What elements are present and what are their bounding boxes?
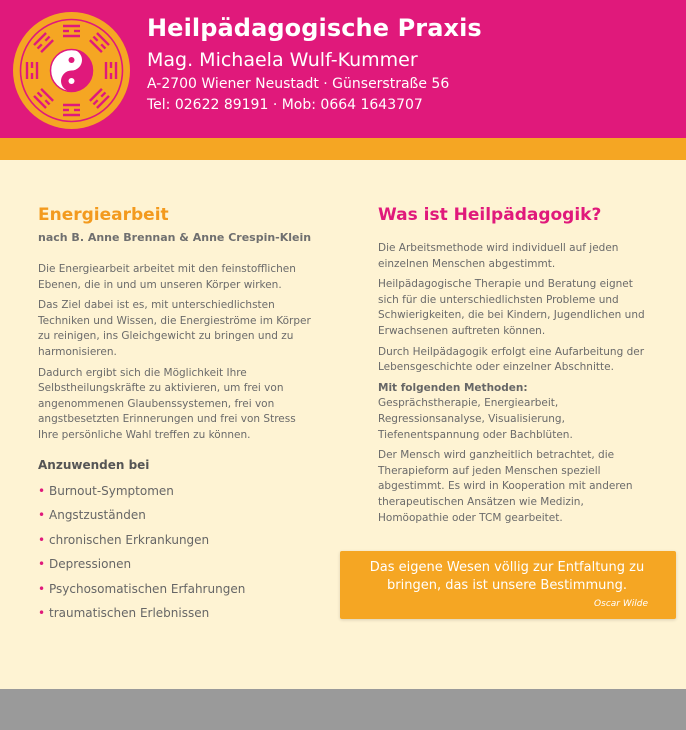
bullet-icon: • <box>38 557 46 572</box>
quote-text: Das eigene Wesen völlig zur Entfaltung zu bringen, das ist unsere Bestimmung. <box>369 560 645 593</box>
orange-divider-band <box>0 138 686 160</box>
energy-paragraph: Das Ziel dabei ist es, mit unterschiedlichsten Techniken und Wissen, die Energieströme im Körper zu reinigen, ins Gleichgewicht zu bringen und zu harmonisieren. <box>38 299 311 358</box>
info-paragraph: Der Mensch wird ganzheitlich betrachtet, die Therapieform auf jeden Menschen speziell abgestimmt. Es wird in Kooperation mit anderen therapeutischen Ansätzen wie Medizin, Homöopathie oder TCM gearbeitet. <box>378 449 633 524</box>
bullet-icon: • <box>38 581 46 596</box>
phone-numbers[interactable]: Tel: 02622 89191 · Mob: 0664 1643707 <box>147 97 423 113</box>
applications-title: Anzuwenden bei <box>38 457 150 472</box>
info-paragraph: Heilpädagogische Therapie und Beratung eignet sich für die unterschiedlichsten Probleme und Schwierigkeiten, die bei Kindern, Jugendlichen und Erwachsenen auftreten können. <box>378 278 645 337</box>
methods-label: Mit folgenden Methoden: <box>378 381 528 394</box>
bullet-icon: • <box>38 483 46 498</box>
bagua-yin-yang-icon <box>13 12 130 129</box>
header <box>0 0 686 138</box>
bullet-icon: • <box>38 532 46 547</box>
energy-paragraph: Die Energiearbeit arbeitet mit den feinstofflichen Ebenen, die in und um unseren Körper wirken. <box>38 263 296 291</box>
practice-title: Heilpädagogische Praxis <box>147 14 482 42</box>
methods-list: Gesprächstherapie, Energiearbeit, Regressionsanalyse, Visualisierung, Tiefenentspannung oder Bachblüten. <box>378 397 573 441</box>
info-paragraph: Die Arbeitsmethode wird individuell auf jeden einzelnen Menschen abgestimmt. <box>378 242 619 270</box>
energy-work-section <box>38 205 318 629</box>
list-item: • traumatischen Erlebnissen <box>38 606 210 621</box>
therapist-name: Mag. Michaela Wulf-Kummer <box>147 49 418 71</box>
applications-list <box>38 482 318 629</box>
bullet-icon: • <box>38 508 46 523</box>
energy-work-heading: Energiearbeit <box>38 205 169 225</box>
quote-author: Oscar Wilde <box>594 599 648 609</box>
list-item: • Angstzuständen <box>38 508 146 523</box>
curative-education-heading: Was ist Heilpädagogik? <box>378 205 602 225</box>
list-item: • chronischen Erkrankungen <box>38 532 210 547</box>
list-item: • Psychosomatischen Erfahrungen <box>38 581 246 596</box>
energy-work-subtitle: nach B. Anne Brennan & Anne Crespin-Klein <box>38 231 312 244</box>
list-item: • Depressionen <box>38 557 132 572</box>
energy-paragraph: Dadurch ergibt sich die Möglichkeit Ihre Selbstheilungskräfte zu aktivieren, um frei von angenommenen Glaubenssystemen, frei von angstbesetzten Erinnerungen und frei von Stress Ihre persönliche Wahl treffen zu können. <box>38 366 296 441</box>
list-item: • Burnout-Symptomen <box>38 483 174 498</box>
info-paragraph: Durch Heilpädagogik erfolgt eine Aufarbeitung der Lebensgeschichte oder einzelner Abschnitte. <box>378 345 645 374</box>
quote-box <box>340 551 676 619</box>
curative-education-section <box>378 205 648 526</box>
address: A-2700 Wiener Neustadt · Günserstraße 56 <box>147 76 450 92</box>
footer-bar <box>0 689 686 730</box>
bullet-icon: • <box>38 606 46 621</box>
